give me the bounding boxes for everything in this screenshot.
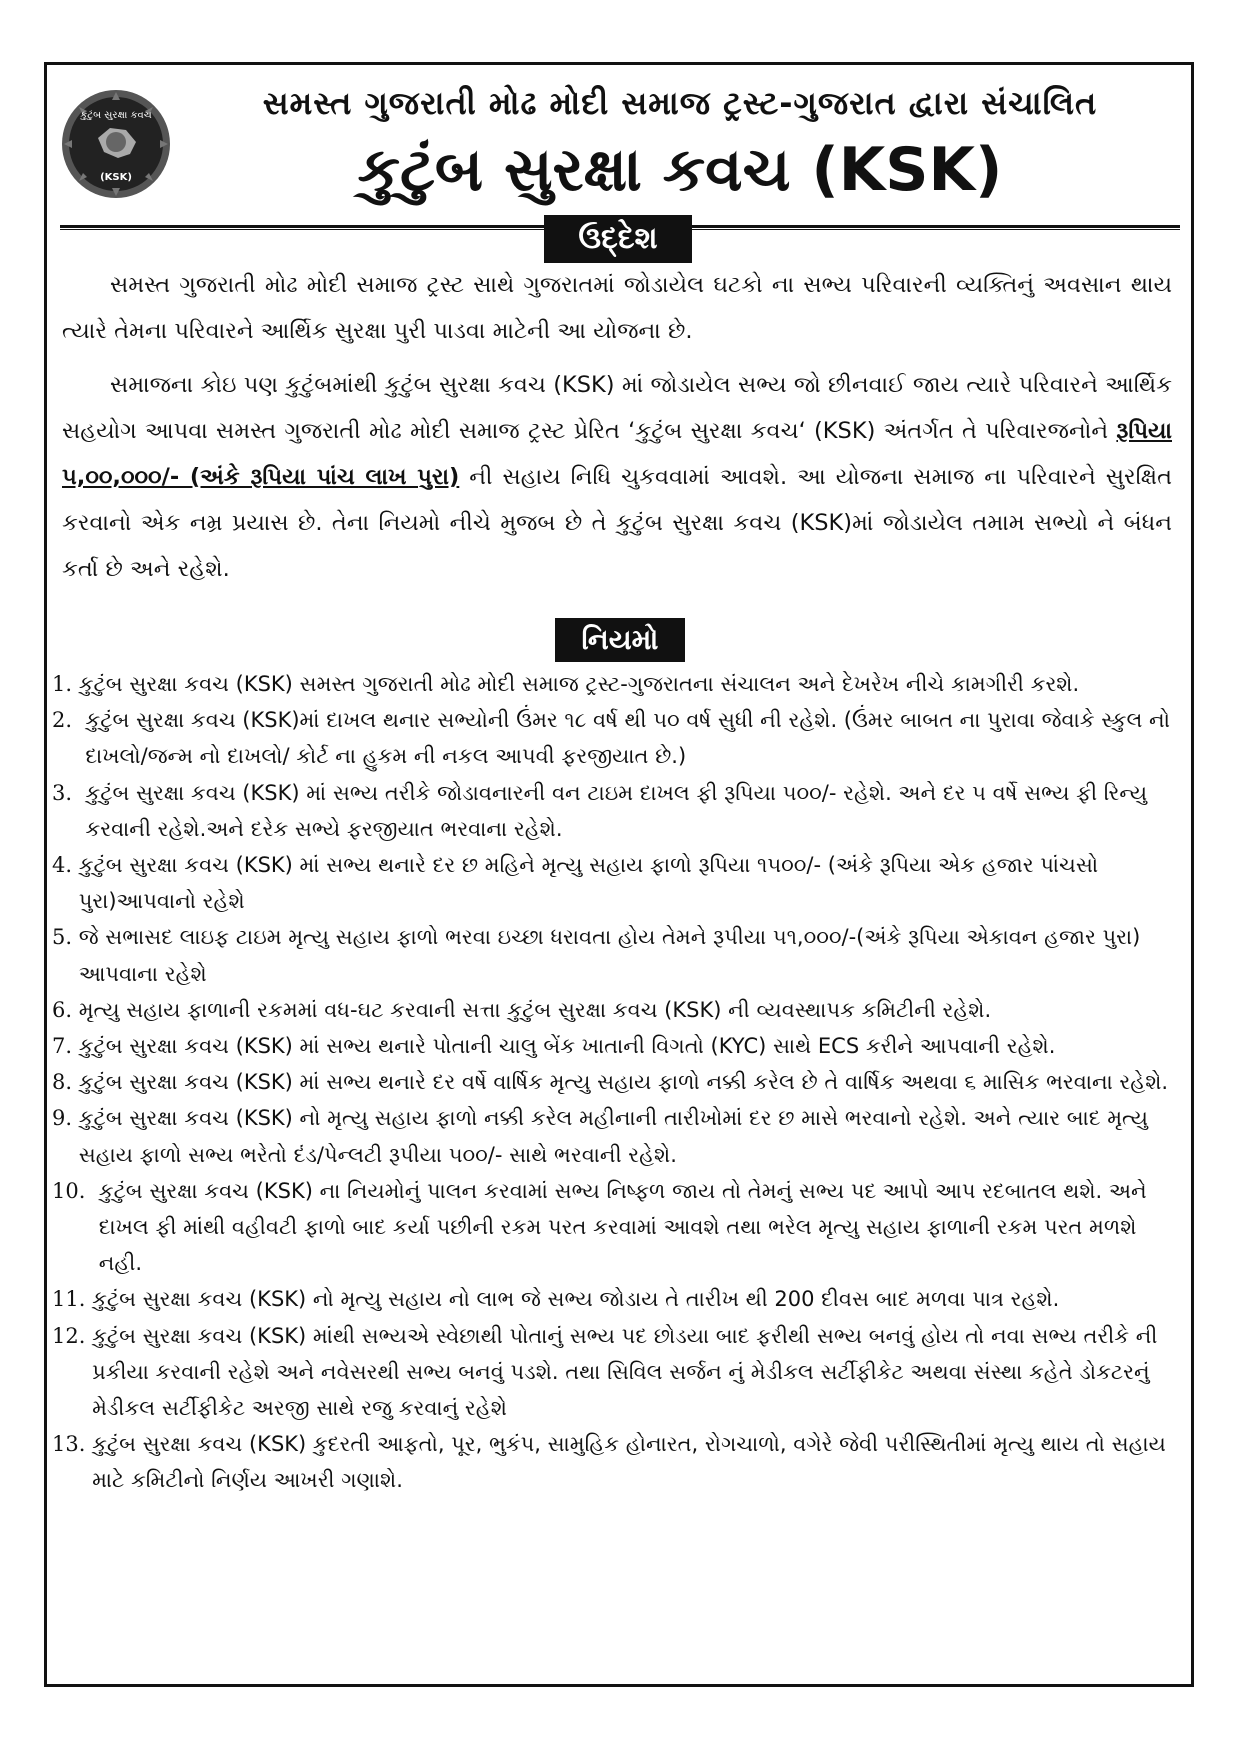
objective-heading: ઉદ્દેશ	[544, 215, 692, 263]
rule-text: જે સભાસદ લાઇફ ટાઇમ મૃત્યુ સહાય ફાળો ભરવા ઇચ્છા ધરાવતા હોય તેમને રૂપીયા ૫૧,૦૦૦/-(અંકે રૂપિયા એકાવન હજાર પુરા) આપવાના રહેશે	[78, 925, 1141, 986]
rule-text: કુટુંબ સુરક્ષા કવચ (KSK) માં સભ્ય થનારે દર વર્ષે વાર્ષિક મૃત્યુ સહાય ફાળો નક્કી કરેલ છે તે વાર્ષિક અથવા ૬ માસિક ભરવાના રહેશે.	[78, 1070, 1169, 1095]
rule-number: 12.	[52, 1323, 93, 1348]
rule-number: 4.	[52, 853, 79, 878]
rule-number: 3.	[52, 780, 86, 805]
rule-text: કુટુંબ સુરક્ષા કવચ (KSK) કુદરતી આફતો, પૂર, ભુકંપ, સામુહિક હોનારત, રોગચાળો, વગેરે જેવી પરીસ્થિતીમાં મૃત્યુ થાય તો સહાય માટે કમિટીનો નિર્ણય આખરી ગણાશે.	[92, 1432, 1166, 1493]
page-title: કુટુંબ સુરક્ષા કવચ (KSK)	[357, 135, 1003, 205]
organization-line: સમસ્ત ગુજરાતી મોઢ મોદી સમાજ ટ્રસ્ટ-ગુજરાત દ્વારા સંચાલિત	[262, 84, 1098, 122]
rule-item	[52, 992, 1182, 1028]
rule-number: 8.	[52, 1070, 79, 1095]
rule-item	[52, 847, 1182, 919]
rule-item	[52, 775, 1182, 847]
rule-number: 6.	[52, 997, 79, 1022]
rules-list	[52, 666, 1182, 1499]
rule-text: કુટુંબ સુરક્ષા કવચ (KSK) માં સભ્ય થનારે દર છ મહિને મૃત્યુ સહાય ફાળો રૂપિયા ૧૫૦૦/- (અંકે રૂપિયા એક હજાર પાંચસો પુરા)આપવાનો રહેશે	[78, 853, 1099, 914]
rule-text: કુટુંબ સુરક્ષા કવચ (KSK)માં દાખલ થનાર સભ્યોની ઉંમર ૧૮ વર્ષ થી ૫૦ વર્ષ સુધી ની રહેશે. (ઉંમર બાબત ના પુરાવા જેવાકે સ્કુલ નો દાખલો/જન્મ નો દાખલો/ કોર્ટ ના હુકમ ની નકલ આપવી ફરજીયાત છે.)	[85, 708, 1170, 769]
rule-text: કુટુંબ સુરક્ષા કવચ (KSK) નો મૃત્યુ સહાય ફાળો નક્કી કરેલ મહીનાની તારીખોમાં દર છ માસે ભરવાનો રહેશે. અને ત્યાર બાદ મૃત્યુ સહાય ફાળો સભ્ય ભરેતો દંડ/પેન્લટી રૂપીયા ૫૦૦/- સાથે ભરવાની રહેશે.	[78, 1106, 1149, 1167]
rules-heading: નિયમો	[555, 618, 685, 662]
objective-paragraph-2	[62, 362, 1172, 592]
objective-paragraph-2-text-b: ની સહાય નિધિ ચુકવવામાં આવશે. આ યોજના સમાજ ના પરિવારને સુરક્ષિત કરવાનો એક નમ્ર પ્રયાસ છે. તેના નિયમો નીચે મુજબ છે તે કુટુંબ સુરક્ષા કવચ (KSK)માં જોડાયેલ તમામ સભ્યો ને બંધન કર્તા છે અને રહેશે.	[62, 464, 1172, 582]
rule-text: કુટુંબ સુરક્ષા કવચ (KSK) માં સભ્ય થનારે પોતાની ચાલુ બેંક ખાતાની વિગતો (KYC) સાથે ECS કરીને આપવાની રહેશે.	[78, 1034, 1056, 1059]
objective-paragraph-1	[62, 262, 1172, 354]
rule-item	[52, 1281, 1182, 1317]
ksk-logo	[60, 88, 172, 200]
logo-text-top: કુટુંબ સુરક્ષા કવચ	[80, 110, 152, 121]
rule-number: 7.	[52, 1034, 79, 1059]
rule-item	[52, 702, 1182, 774]
rule-text: કુટુંબ સુરક્ષા કવચ (KSK) માંથી સભ્યએ સ્વેછાથી પોતાનું સભ્ય પદ છોડયા બાદ ફરીથી સભ્ય બનવું હોય તો નવા સભ્ય તરીકે ની પ્રકીયા કરવાની રહેશે અને નવેસરથી સભ્ય બનવું પડશે. તથા સિવિલ સર્જન નું મેડીકલ સર્ટીફીકેટ અથવા સંસ્થા કહેતે ડોકટરનું મેડીકલ સર્ટીફીકેટ અરજી સાથે રજુ કરવાનું રહેશે	[92, 1323, 1158, 1421]
rule-number: 2.	[52, 708, 86, 733]
logo-text-bottom: (KSK)	[100, 172, 132, 183]
rule-text: કુટુંબ સુરક્ષા કવચ (KSK) સમસ્ત ગુજરાતી મોઢ મોદી સમાજ ટ્રસ્ટ-ગુજરાતના સંચાલન અને દેખરેખ નીચે કામગીરી કરશે.	[78, 672, 1080, 696]
objective-paragraph-2-text-a: સમાજના કોઇ પણ કુટુંબમાંથી કુટુંબ સુરક્ષા કવચ (KSK) માં જોડાયેલ સભ્ય જો છીનવાઈ જાય ત્યારે પરિવારને આર્થિક સહયોગ આપવા સમસ્ત ગુજરાતી મોઢ મોદી સમાજ ટ્રસ્ટ પ્રેરિત ‘કુટુંબ સુરક્ષા કવચ‘ (KSK) અંતર્ગત તે પરિવારજનોને	[62, 372, 1172, 444]
rule-item	[52, 1100, 1182, 1172]
objective-paragraph-1-text: સમસ્ત ગુજરાતી મોઢ મોદી સમાજ ટ્રસ્ટ સાથે ગુજરાતમાં જોડાયેલ ઘટકો ના સભ્ય પરિવારની વ્યક્તિનું અવસાન થાય ત્યારે તેમના પરિવારને આર્થિક સુરક્ષા પુરી પાડવા માટેની આ યોજના છે.	[62, 272, 1172, 344]
rule-number: 5.	[52, 925, 79, 950]
assistance-amount: રૂપિયા ૫,૦૦,૦૦૦/- (અંકે રૂપિયા પાંચ લાખ પુરા)	[62, 418, 1172, 490]
rule-item	[52, 1173, 1182, 1282]
rule-item	[52, 1028, 1182, 1064]
rule-text: કુટુંબ સુરક્ષા કવચ (KSK) નો મૃત્યુ સહાય નો લાભ જે સભ્ય જોડાય તે તારીખ થી 200 દીવસ બાદ મળવા પાત્ર રહશે.	[92, 1287, 1060, 1312]
rule-text: મૃત્યુ સહાય ફાળાની રકમમાં વધ-ઘટ કરવાની સત્તા કુટુંબ સુરક્ષા કવચ (KSK) ની વ્યવસ્થાપક કમિટીની રહેશે.	[78, 997, 992, 1022]
rule-item	[52, 919, 1182, 991]
rule-item	[52, 1064, 1182, 1100]
rule-item	[52, 666, 1182, 702]
rule-item	[52, 1318, 1182, 1427]
rule-item	[52, 1426, 1182, 1498]
rule-text: કુટુંબ સુરક્ષા કવચ (KSK) ના નિયમોનું પાલન કરવામાં સભ્ય નિષ્ફળ જાય તો તેમનું સભ્ય પદ આપો આપ રદબાતલ થશે. અને દાખલ ફી માંથી વહીવટી ફાળો બાદ કર્યા પછીની રકમ પરત કરવામાં આવશે તથા ભરેલ મૃત્યુ સહાય ફાળાની રકમ પરત મળશે નહી.	[98, 1178, 1147, 1276]
rule-number: 9.	[52, 1106, 79, 1131]
rule-number: 11.	[52, 1287, 93, 1312]
rule-text: કુટુંબ સુરક્ષા કવચ (KSK) માં સભ્ય તરીકે જોડાવનારની વન ટાઇમ દાખલ ફી રૂપિયા ૫૦૦/- રહેશે. અને દર ૫ વર્ષે સભ્ય ફી રિન્યુ કરવાની રહેશે.અને દરેક સભ્યે ફરજીયાત ભરવાના રહેશે.	[85, 780, 1148, 841]
rule-number: 13.	[52, 1432, 93, 1457]
rule-number: 10.	[52, 1178, 99, 1203]
rule-number: 1.	[52, 672, 79, 696]
